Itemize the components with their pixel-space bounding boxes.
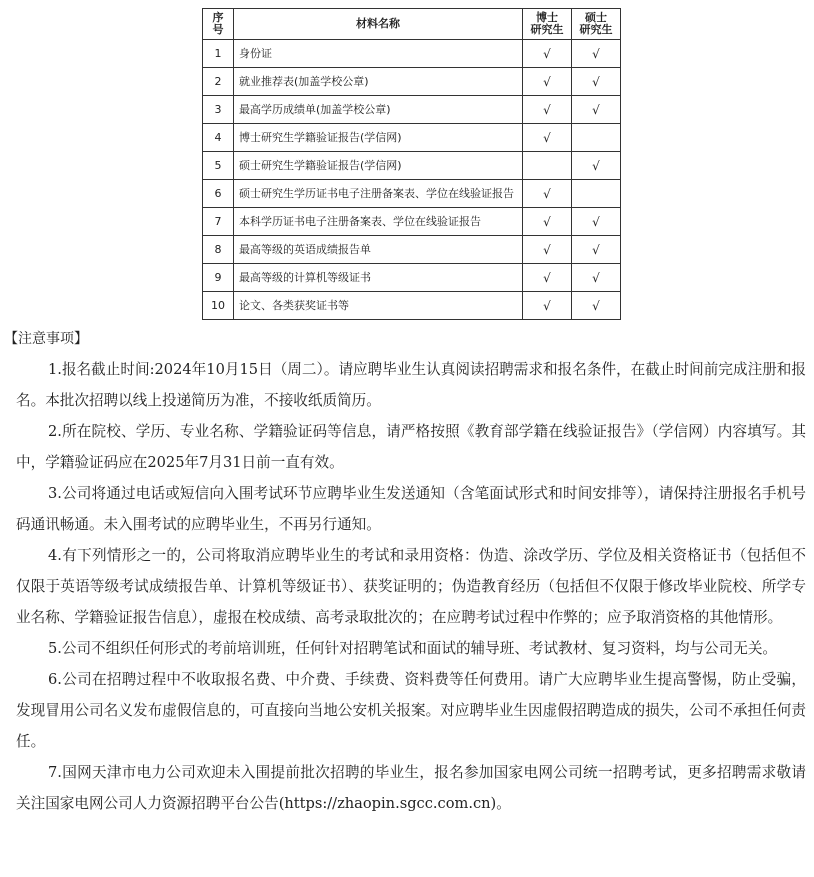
row-master-check: √ — [572, 96, 621, 124]
table-row — [203, 40, 621, 68]
row-index: 5 — [203, 152, 234, 180]
row-phd-check: √ — [523, 96, 572, 124]
note-item: 4.有下列情形之一的，公司将取消应聘毕业生的考试和录用资格：伪造、涂改学历、学位及相关资格证书（包括但不仅限于英语等级考试成绩报告单、计算机等级证书）、获奖证明的；伪造教育经历（包括但不仅限于修改毕业院校、所学专业名称、学籍验证报告信息），虚报在校成绩、高考录取批次的；在应聘考试过程中作弊的；应予取消资格的其他情形。 — [16, 547, 806, 626]
row-master-check: √ — [572, 292, 621, 320]
table-row — [203, 180, 621, 208]
table-row — [203, 124, 621, 152]
row-master-check — [572, 180, 621, 208]
row-master-check — [572, 124, 621, 152]
table-row — [203, 236, 621, 264]
table-row — [203, 152, 621, 180]
row-phd-check: √ — [523, 236, 572, 264]
notes-title: 【注意事项】 — [4, 331, 88, 347]
row-material-name: 硕士研究生学历证书电子注册备案表、学位在线验证报告 — [234, 180, 523, 208]
row-material-name: 最高等级的计算机等级证书 — [234, 264, 523, 292]
header-phd: 博士 研究生 — [523, 9, 572, 40]
row-phd-check — [523, 152, 572, 180]
row-index: 6 — [203, 180, 234, 208]
note-item: 3.公司将通过电话或短信向入围考试环节应聘毕业生发送通知（含笔面试形式和时间安排等），请保持注册报名手机号码通讯畅通。未入围考试的应聘毕业生，不再另行通知。 — [16, 485, 806, 533]
table-header-row — [203, 9, 621, 40]
row-index: 9 — [203, 264, 234, 292]
table-row — [203, 96, 621, 124]
row-master-check: √ — [572, 68, 621, 96]
table-row — [203, 264, 621, 292]
row-index: 10 — [203, 292, 234, 320]
row-master-check: √ — [572, 236, 621, 264]
note-item: 5.公司不组织任何形式的考前培训班，任何针对招聘笔试和面试的辅导班、考试教材、复习资料，均与公司无关。 — [48, 640, 778, 657]
row-index: 4 — [203, 124, 234, 152]
table-row — [203, 292, 621, 320]
row-material-name: 本科学历证书电子注册备案表、学位在线验证报告 — [234, 208, 523, 236]
row-index: 8 — [203, 236, 234, 264]
row-material-name: 论文、各类获奖证书等 — [234, 292, 523, 320]
row-master-check: √ — [572, 208, 621, 236]
header-index: 序 号 — [203, 9, 234, 40]
note-item: 7.国网天津市电力公司欢迎未入围提前批次招聘的毕业生，报名参加国家电网公司统一招聘考试，更多招聘需求敬请关注国家电网公司人力资源招聘平台公告(https://zhaopin.sgcc.com.cn)。 — [16, 764, 806, 812]
row-material-name: 硕士研究生学籍验证报告(学信网) — [234, 152, 523, 180]
row-material-name: 博士研究生学籍验证报告(学信网) — [234, 124, 523, 152]
row-master-check: √ — [572, 264, 621, 292]
row-material-name: 就业推荐表(加盖学校公章) — [234, 68, 523, 96]
row-phd-check: √ — [523, 40, 572, 68]
row-phd-check: √ — [523, 264, 572, 292]
table-row — [203, 68, 621, 96]
note-item: 2.所在院校、学历、专业名称、学籍验证码等信息，请严格按照《教育部学籍在线验证报告》（学信网）内容填写。其中，学籍验证码应在2025年7月31日前一直有效。 — [16, 423, 806, 471]
row-phd-check: √ — [523, 124, 572, 152]
materials-table — [202, 8, 621, 320]
row-material-name: 最高学历成绩单(加盖学校公章) — [234, 96, 523, 124]
row-material-name: 身份证 — [234, 40, 523, 68]
row-master-check: √ — [572, 152, 621, 180]
note-item: 6.公司在招聘过程中不收取报名费、中介费、手续费、资料费等任何费用。请广大应聘毕业生提高警惕，防止受骗，发现冒用公司名义发布虚假信息的，可直接向当地公安机关报案。对应聘毕业生因虚假招聘造成的损失，公司不承担任何责任。 — [16, 671, 806, 750]
table-row — [203, 208, 621, 236]
row-master-check: √ — [572, 40, 621, 68]
row-phd-check: √ — [523, 68, 572, 96]
row-material-name: 最高等级的英语成绩报告单 — [234, 236, 523, 264]
notes-list — [16, 354, 806, 819]
row-index: 3 — [203, 96, 234, 124]
row-index: 1 — [203, 40, 234, 68]
header-master: 硕士 研究生 — [572, 9, 621, 40]
row-index: 7 — [203, 208, 234, 236]
row-phd-check: √ — [523, 180, 572, 208]
header-material-name: 材料名称 — [234, 9, 523, 40]
row-phd-check: √ — [523, 208, 572, 236]
note-item: 1.报名截止时间:2024年10月15日（周二）。请应聘毕业生认真阅读招聘需求和报名条件，在截止时间前完成注册和报名。本批次招聘以线上投递简历为准，不接收纸质简历。 — [16, 361, 806, 409]
row-phd-check: √ — [523, 292, 572, 320]
row-index: 2 — [203, 68, 234, 96]
